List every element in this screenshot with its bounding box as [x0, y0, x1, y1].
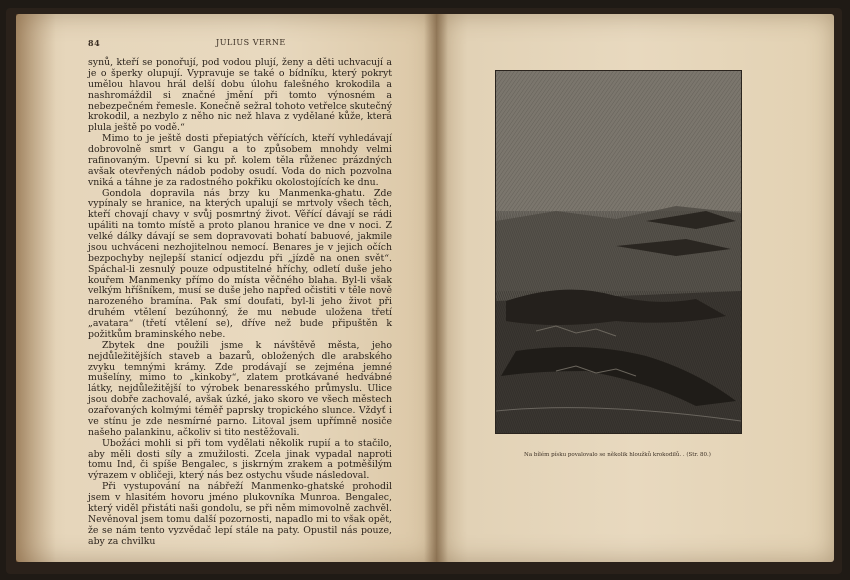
page-edge-stain	[16, 14, 56, 562]
paragraph: Při vystupování na nábřeží Manmenko-ghatské prohodil jsem v hlasitém hovoru jméno plukovníka Munroa. Bengalec, který viděl přistáti naši gondolu, se při něm mimovolně zachvěl. Nevěnoval jsem tomu další pozornosti, napadlo mi to však opět, že se nám tento vyzvědač lepí stále na paty. Opustil nás pouze, aby za chvilku	[88, 481, 392, 547]
illustration-caption: Na bílém písku povalovalo se několik hloužků krokodilů. . (Str. 80.)	[524, 452, 711, 458]
paragraph: Mimo to je ještě dosti přepiatých věřících, kteří vyhledávají dobrovolně smrt v Gangu a to způsobem mnohdy velmi rafinovaným. Upevní si ku př. kolem těla růženec prázdných avšak otevřených nádob podoby osudí. Voda do nich pozvolna vniká a táhne je za radostného pokřiku okolostojících ke dnu.	[88, 133, 392, 188]
paragraph: Gondola dopravila nás brzy ku Manmenka-ghatu. Zde vypínaly se hranice, na kterých upalují se mrtvoly všech těch, kteří chovají chavy v svůj posmrtný život. Věřící dávají se rádi upáliti na tomto místě a proto planou hranice ve dne v noci. Z velké dálky dávají se sem dopravovati bohatí babuové, jakmile jsou uchváceni nezhojitelnou nemocí. Benares je v jejich očích bezpochyby nejlepší stanicí odjezdu při „jízdě na onen svět“. Spáchal-li zesnulý pouze odpustitelné hříchy, odletí duše jeho kouřem Manmenky přímo do místa věčného blaha. Byl-li však velkým hříšníkem, musí se duše jeho napřed očistiti v těle nově narozeného bramína. Pak smí doufati, byl-li jeho život při druhém vtělení bezúhonný, že mu nebude uložena třetí „avatara“ (třetí vtělení se), dříve než bude připuštěn k požitkům braminského nebe.	[88, 187, 392, 340]
book-gutter	[424, 14, 448, 562]
page-number: 84	[88, 38, 101, 48]
running-head: JULIUS VERNE	[216, 38, 286, 47]
crocodiles-engraving	[495, 70, 742, 434]
paragraph: synů, kteří se ponořují, pod vodou plují, ženy a děti uchvacují a je o šperky olupují. Vypravuje se také o bídníku, který pokryt umělou hlavou hrál delší dobu úlohu falešného krokodila a nashromáždil si značné jmění při tomto výnosném a nebezpečném řemesle. Konečně sežral tohoto vetřelce skutečný krokodil, a nezbylo z něho nic než hlava z vydělané kůže, která plula ještě po vodě.“	[88, 57, 392, 134]
engraving-art	[496, 71, 741, 433]
paragraph: Ubožáci mohli si při tom vydělati několik rupií a to stačilo, aby měli dosti síly a zmužilosti. Zcela jinak vypadal naproti tomu Ind, či spíše Bengalec, s jiskrným zrakem a potměšilým výrazem v obličeji, který nás bez ostychu všude následoval.	[88, 437, 392, 482]
body-text	[88, 58, 392, 547]
paragraph: Zbytek dne použili jsme k návštěvě města, jeho nejdůležitějších staveb a bazarů, obložených dle arabského zvyku temnými krámy. Zde prodávají se zejména jemné mušelíny, mimo to „kinkoby“, zlatem protkávané hedvábné látky, nejdůležitější to výrobek benaresského průmyslu. Ulice jsou dobře zachovalé, avšak úzké, jako skoro ve všech městech ozařovaných kolmými téměř paprsky tropického slunce. Vždyť i ve stínu je zde nesmírné parno. Litoval jsem upřímně nosiče našeho palankinu, ačkoliv si tito nestěžovali.	[88, 339, 392, 438]
